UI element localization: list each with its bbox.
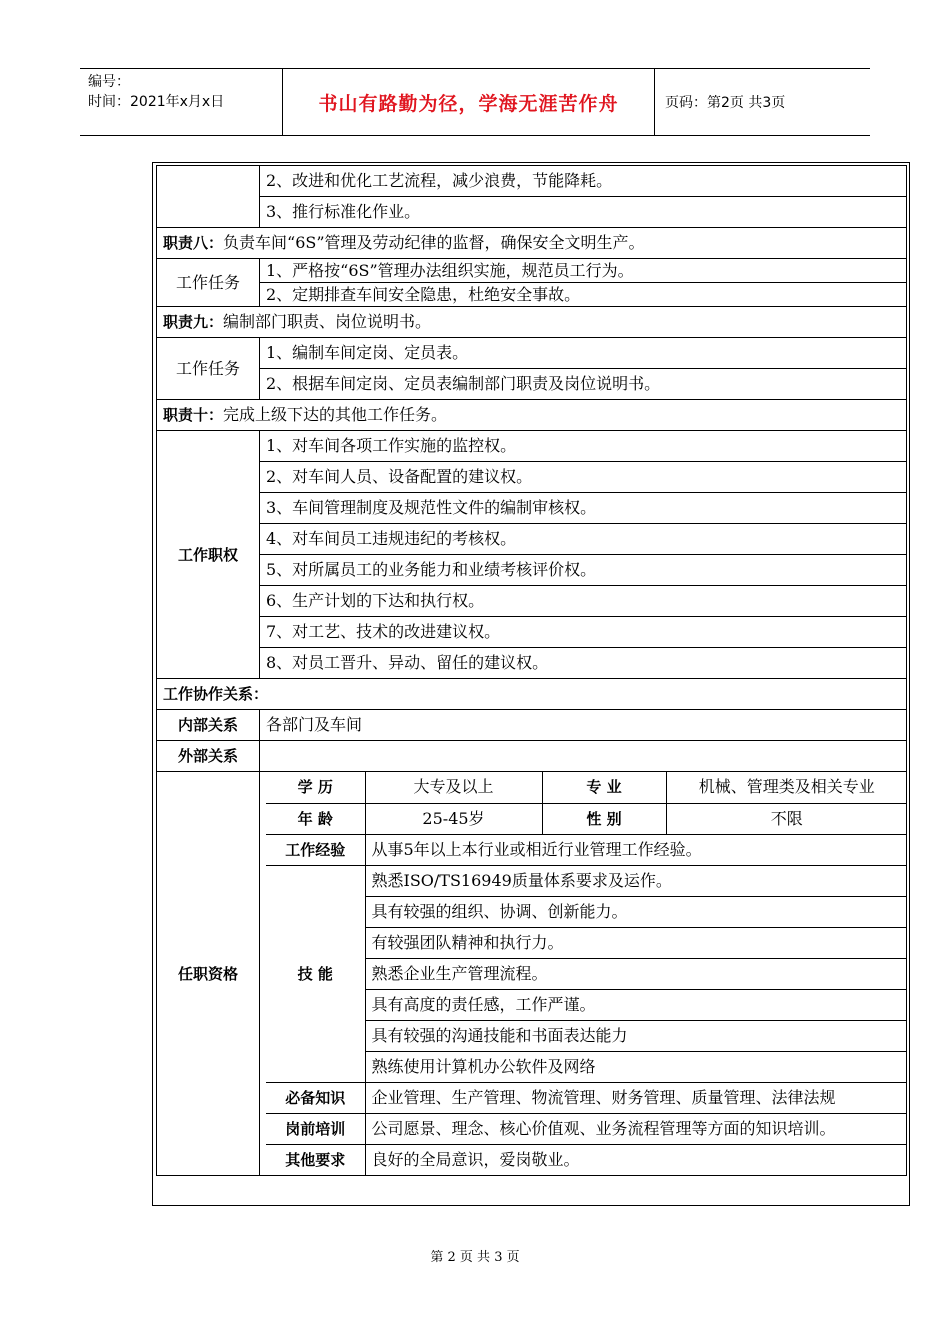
training-value: 公司愿景、理念、核心价值观、业务流程管理等方面的知识培训。 [365,1113,907,1144]
table-row [157,617,907,648]
age-label: 年 龄 [266,803,365,834]
duty8-task-2: 2、定期排查车间安全隐患，杜绝安全事故。 [260,283,907,307]
training-label: 岗前培训 [266,1113,365,1144]
education-label: 学 历 [266,772,365,803]
table-row [157,493,907,524]
duty9-row [157,307,907,338]
authority-item: 8、对员工晋升、异动、留任的建议权。 [260,648,907,679]
duty8-task-1: 1、严格按“6S”管理办法组织实施，规范员工行为。 [260,259,907,283]
table-row [157,166,907,197]
skill-item: 有较强团队精神和执行力。 [365,927,907,958]
header-page-info: 页码：第2页 共3页 [665,95,786,111]
duty9-task-2: 2、根据车间定岗、定员表编制部门职责及岗位说明书。 [260,369,907,400]
qualification-block [260,772,907,1176]
authority-item: 3、车间管理制度及规范性文件的编制审核权。 [260,493,907,524]
gender-value: 不限 [666,803,907,834]
gender-label: 性 别 [542,803,666,834]
duty9-text: 编制部门职责、岗位说明书。 [223,312,432,331]
experience-label: 工作经验 [266,834,365,865]
table-row [266,834,907,865]
authority-item: 6、生产计划的下达和执行权。 [260,586,907,617]
table-row [157,307,907,338]
internal-relations-value: 各部门及车间 [260,710,907,741]
table-row [157,524,907,555]
authority-item: 2、对车间人员、设备配置的建议权。 [260,462,907,493]
table-row [266,772,907,803]
table-row [157,555,907,586]
knowledge-label: 必备知识 [266,1082,365,1113]
table-row [157,772,907,1176]
duty10-label: 职责十： [163,406,224,424]
external-relations-label: 外部关系 [157,741,260,772]
other-requirements-label: 其他要求 [266,1144,365,1175]
doc-code-label: 编号： [88,74,130,90]
duty8-label: 职责八： [163,234,224,252]
table-row [157,228,907,259]
table-row [266,865,907,896]
qualification-label: 任职资格 [157,772,260,1176]
header-meta [80,69,283,135]
skill-item: 具有较强的沟通技能和书面表达能力 [365,1020,907,1051]
skill-item: 熟练使用计算机办公软件及网络 [365,1051,907,1082]
authority-item: 5、对所属员工的业务能力和业绩考核评价权。 [260,555,907,586]
education-value: 大专及以上 [365,772,542,803]
duty7-task-2: 2、改进和优化工艺流程，减少浪费，节能降耗。 [260,166,907,197]
duty8-row [157,228,907,259]
major-label: 专 业 [542,772,666,803]
table-row [157,679,907,710]
table-row [157,586,907,617]
duty10-text: 完成上级下达的其他工作任务。 [223,405,448,424]
internal-relations-label: 内部关系 [157,710,260,741]
table-row [157,648,907,679]
authority-item: 1、对车间各项工作实施的监控权。 [260,431,907,462]
table-row [157,462,907,493]
skill-item: 熟悉企业生产管理流程。 [365,958,907,989]
page-footer: 第 2 页 共 3 页 [430,1250,520,1265]
skill-item: 具有高度的责任感，工作严谨。 [365,989,907,1020]
table-row [157,259,907,283]
table-row [157,197,907,228]
job-description-table [156,165,907,1176]
skill-item: 具有较强的组织、协调、创新能力。 [365,896,907,927]
header-motto: 书山有路勤为径，学海无涯苦作舟 [283,69,655,135]
skills-label: 技 能 [266,865,365,1082]
doc-time: 时间：2021年x月x日 [88,94,225,110]
experience-value: 从事5年以上本行业或相近行业管理工作经验。 [365,834,907,865]
duty9-tasks-label: 工作任务 [157,338,260,400]
table-row [157,283,907,307]
authority-label: 工作职权 [157,431,260,679]
table-row [266,803,907,834]
duty10-row [157,400,907,431]
table-row [157,400,907,431]
duty9-task-1: 1、编制车间定岗、定员表。 [260,338,907,369]
table-row [157,741,907,772]
table-row [266,1144,907,1175]
table-row [266,1082,907,1113]
qualification-table [266,772,907,1175]
skill-item: 熟悉ISO/TS16949质量体系要求及运作。 [365,865,907,896]
duty8-tasks-label: 工作任务 [157,259,260,307]
page-header [80,68,870,136]
other-requirements-value: 良好的全局意识，爱岗敬业。 [371,1149,580,1169]
cooperation-title: 工作协作关系： [157,679,907,710]
table-row [266,1113,907,1144]
table-row [157,369,907,400]
duty7-task-3: 3、推行标准化作业。 [260,197,907,228]
authority-item: 4、对车间员工违规违纪的考核权。 [260,524,907,555]
external-relations-value [260,741,907,772]
table-row [157,710,907,741]
major-value: 机械、管理类及相关专业 [666,772,907,803]
table-row [157,338,907,369]
table-row [157,431,907,462]
authority-item: 7、对工艺、技术的改进建议权。 [260,617,907,648]
age-value: 25-45岁 [365,803,542,834]
duty9-label: 职责九： [163,313,224,331]
knowledge-value: 企业管理、生产管理、物流管理、财务管理、质量管理、法律法规 [365,1082,907,1113]
duty8-text: 负责车间“6S”管理及劳动纪律的监督，确保安全文明生产。 [223,233,645,252]
